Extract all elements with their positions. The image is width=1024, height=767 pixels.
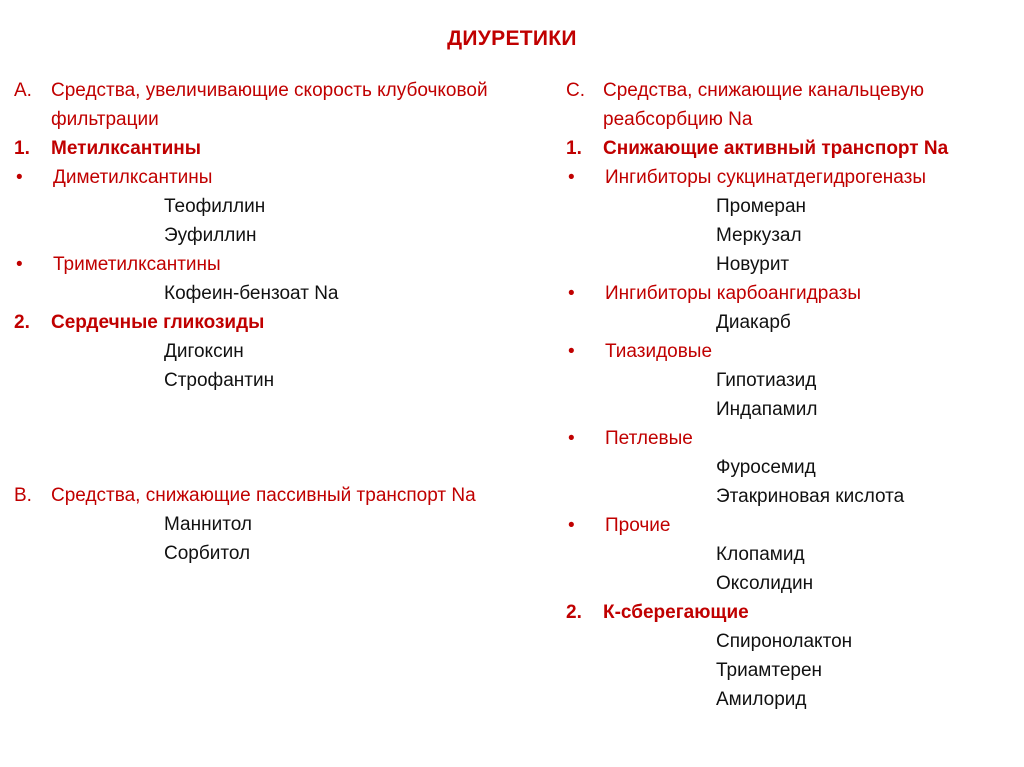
group-cardiac-glycosides [14, 308, 494, 337]
drug-item: Кофеин-бензоат Na [164, 283, 339, 304]
subgroup-loop [566, 424, 1016, 453]
section-b-block [14, 481, 494, 568]
bullet-icon: • [16, 167, 23, 188]
group-k-sparing [566, 598, 1016, 627]
group-label: Снижающие активный транспорт Na [603, 138, 949, 159]
drug-item: Индапамил [716, 399, 818, 420]
left-column [14, 76, 494, 395]
drug-item: Теофиллин [164, 196, 266, 217]
drug-item: Фуросемид [716, 457, 816, 478]
bullet-icon: • [568, 341, 575, 362]
section-a-marker: A. [14, 80, 32, 101]
section-c-heading [566, 76, 1016, 134]
group-marker: 2. [14, 312, 30, 333]
right-column [566, 76, 1016, 714]
subgroup-label: Прочие [605, 515, 671, 536]
bullet-icon: • [568, 167, 575, 188]
drug-item: Эуфиллин [164, 225, 257, 246]
subgroup-thiazides [566, 337, 1016, 366]
section-b-marker: B. [14, 485, 32, 506]
subgroup-other [566, 511, 1016, 540]
bullet-icon: • [16, 254, 23, 275]
drug-item: Дигоксин [164, 341, 244, 362]
drug-item: Промеран [716, 196, 807, 217]
drug-item: Этакриновая кислота [716, 486, 905, 507]
group-methylxanthines [14, 134, 494, 163]
section-b-text: Средства, снижающие пассивный транспорт Na [51, 485, 476, 506]
subgroup-label: Триметилксантины [53, 254, 221, 275]
drug-item: Меркузал [716, 225, 802, 246]
section-c-text: Средства, снижающие канальцевую реабсорбцию Na [603, 80, 924, 130]
subgroup-label: Тиазидовые [605, 341, 713, 362]
section-a-text: Средства, увеличивающие скорость клубочковой фильтрации [51, 80, 488, 130]
subgroup-trimethylxanthines [14, 250, 494, 279]
drug-item: Сорбитол [164, 543, 251, 564]
bullet-icon: • [568, 283, 575, 304]
drug-item: Спиронолактон [716, 631, 853, 652]
subgroup-sdh-inhibitors [566, 163, 1016, 192]
group-label: Сердечные гликозиды [51, 312, 265, 333]
subgroup-label: Петлевые [605, 428, 693, 449]
section-b-heading [14, 481, 494, 510]
group-marker: 1. [14, 138, 30, 159]
group-label: К-сберегающие [603, 602, 749, 623]
group-marker: 2. [566, 602, 582, 623]
drug-item: Триамтерен [716, 660, 823, 681]
subgroup-carbonic-anhydrase-inhibitors [566, 279, 1016, 308]
group-label: Метилксантины [51, 138, 201, 159]
page-title: ДИУРЕТИКИ [447, 27, 577, 50]
subgroup-label: Диметилксантины [53, 167, 213, 188]
drug-item: Оксолидин [716, 573, 814, 594]
bullet-icon: • [568, 515, 575, 536]
subgroup-label: Ингибиторы карбоангидразы [605, 283, 862, 304]
drug-item: Амилорид [716, 689, 807, 710]
subgroup-dimethylxanthines [14, 163, 494, 192]
drug-item: Маннитол [164, 514, 252, 535]
bullet-icon: • [568, 428, 575, 449]
section-a-heading [14, 76, 494, 134]
group-active-transport [566, 134, 1016, 163]
drug-item: Диакарб [716, 312, 791, 333]
drug-item: Гипотиазид [716, 370, 817, 391]
subgroup-label: Ингибиторы сукцинатдегидрогеназы [605, 167, 926, 188]
drug-item: Строфантин [164, 370, 275, 391]
group-marker: 1. [566, 138, 582, 159]
drug-item: Клопамид [716, 544, 805, 565]
section-c-marker: C. [566, 80, 585, 101]
drug-item: Новурит [716, 254, 790, 275]
